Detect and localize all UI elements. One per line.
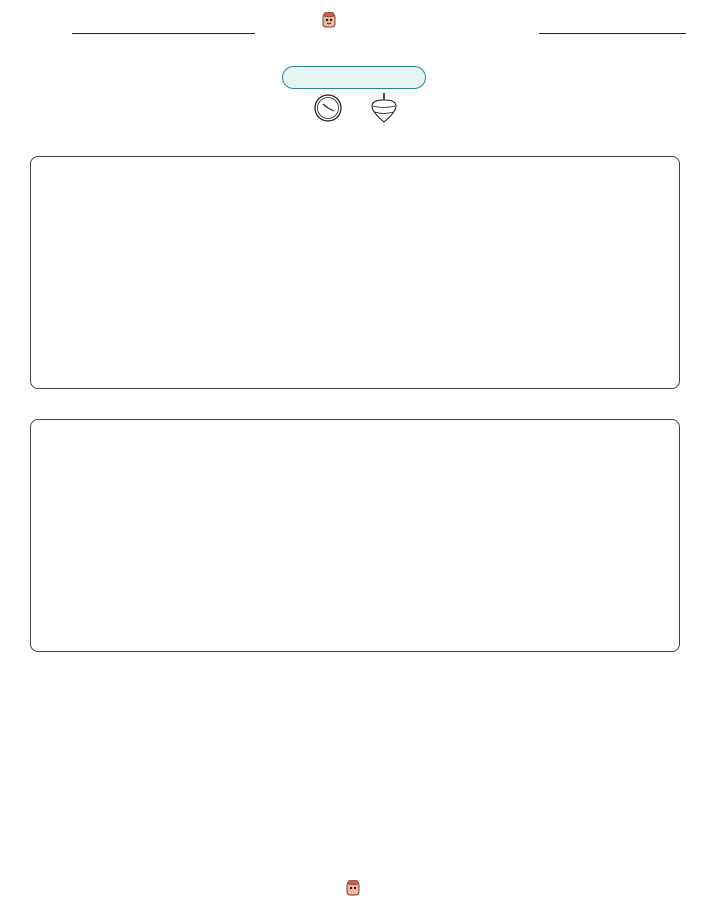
date-line[interactable] — [539, 33, 686, 34]
title-row — [0, 90, 709, 126]
spinning-top-icon — [371, 92, 397, 124]
picture2-panel[interactable] — [30, 419, 680, 652]
storypie-mascot-icon — [346, 880, 360, 896]
footer — [0, 880, 709, 896]
storypie-mascot-icon — [322, 12, 336, 28]
picture2-grid[interactable] — [31, 420, 681, 653]
picture1-grid — [31, 157, 681, 390]
clock-icon — [313, 93, 343, 123]
picture1-panel — [30, 156, 680, 389]
brand-logo — [322, 12, 339, 28]
name-line[interactable] — [72, 33, 255, 34]
activity-badge — [282, 66, 426, 89]
